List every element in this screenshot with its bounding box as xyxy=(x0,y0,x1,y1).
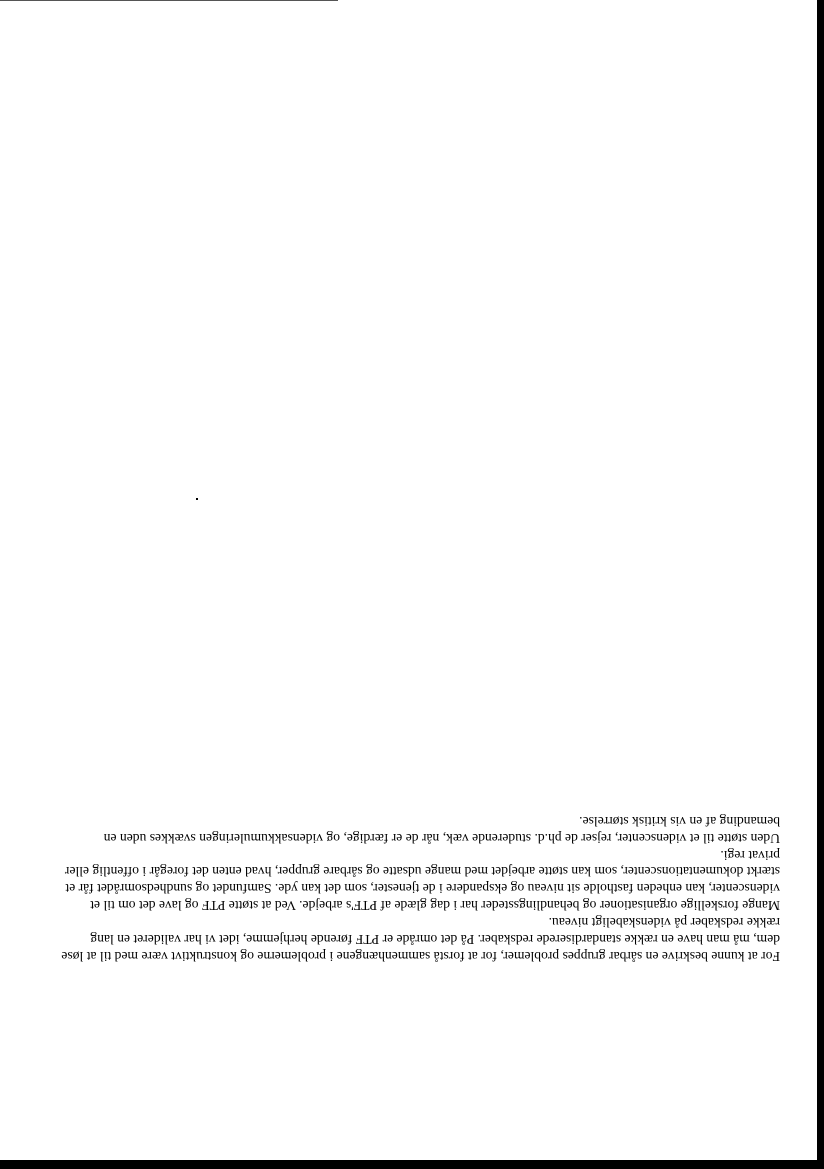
scan-edge-right xyxy=(817,0,824,1169)
paragraph-2: Mange forskellige organisationer og behandlingssteder har i dag glæde af PTF's arbejde. Ved at støtte PTF og lave det om til et videnscenter, kan enheden fastholde sit niveau og ekspandere i de tjenester, som det kan yde. Samfundet og sundhedsområdet får et stærkt dokumentationscenter, som kan støtte arbejdet med mange udsatte og sårbare grupper, hvad enten det foregår i offentlig eller privat regi. xyxy=(64,847,780,914)
paragraph-1: For at kunne beskrive en sårbar gruppes problemer, for at forstå sammenhængene i problemerne og konstruktivt være med til at løse dem, må man have en række standardiserede redskaber. På det område er PTF førende herhjemme, idet vi har valideret en lang række redskaber på videnskabeligt niveau. xyxy=(61,915,780,965)
scan-speck xyxy=(196,498,198,500)
rotated-text-block xyxy=(60,812,780,964)
scan-edge-bottom xyxy=(0,1160,824,1169)
paragraph-3: Uden støtte til et videnscenter, rejser de ph.d. studerende væk, når de er færdige, og vidensakkumuleringen svækkes uden en bemanding af en vis kritisk størrelse. xyxy=(103,813,780,846)
scan-edge-top xyxy=(0,0,338,1)
